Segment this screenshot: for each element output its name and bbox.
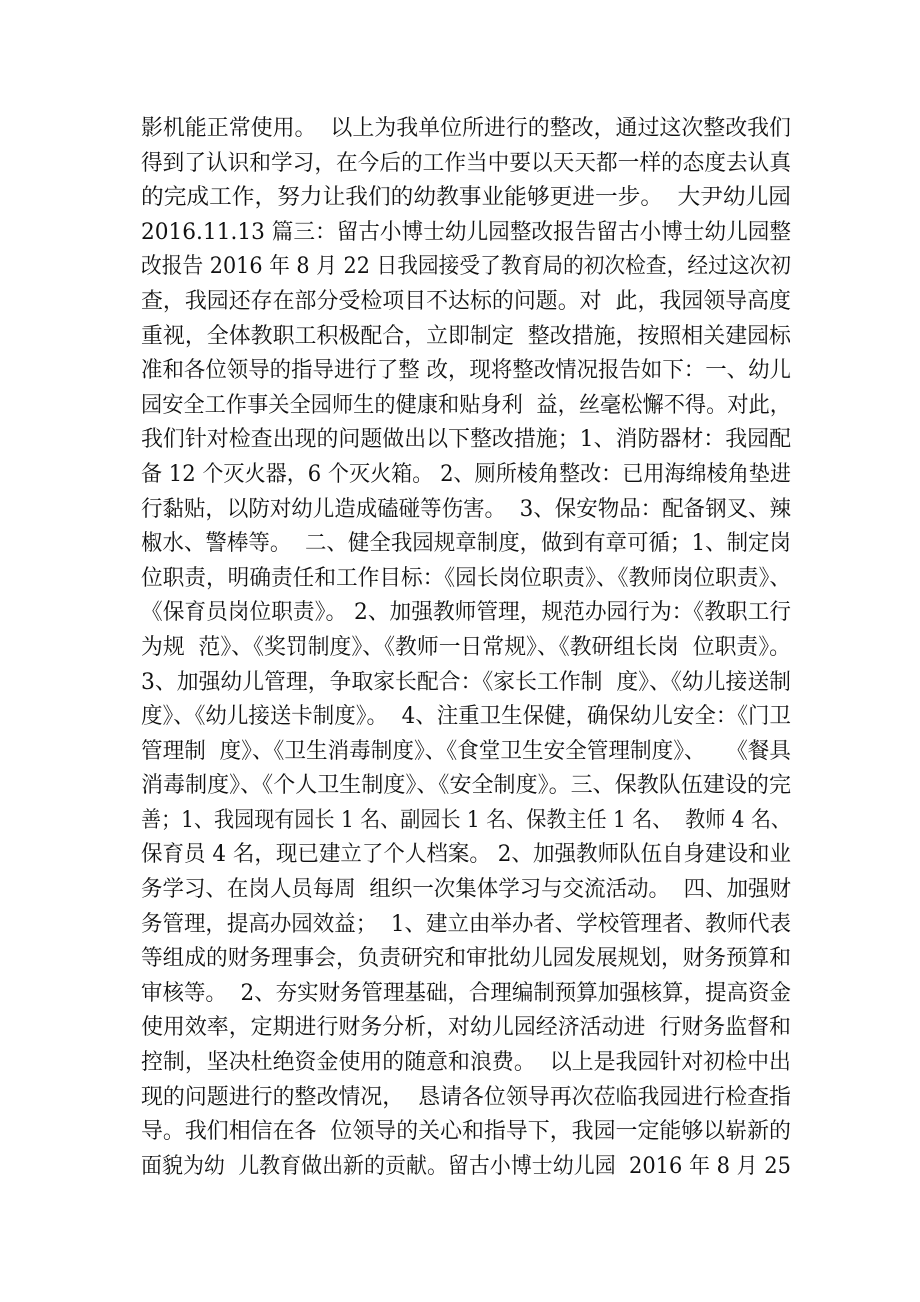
text-line: 为规 范》、《奖罚制度》、《教师一日常规》、《教研组长岗 位职责》。 [141,634,791,660]
text-line: 影机能正常使用。 以上为我单位所进行的整改，通过这次整改我们 [141,116,791,141]
text-line: 控制，坚决杜绝资金使用的随意和浪费。 以上是我园针对初检中出 [141,1050,791,1076]
text-line: 保育员 4 名，现已建立了个人档案。 2、加强教师队伍自身建设和业 [141,842,791,868]
text-line: 务管理，提高办园效益； 1、建立由举办者、学校管理者、教师代表 [141,911,791,937]
text-line: 的完成工作，努力让我们的幼教事业能够更进一步。 大尹幼儿园 [141,185,791,211]
text-line: 椒水、警棒等。 二、健全我园规章制度，做到有章可循；1、制定岗 [141,531,791,557]
text-line: 备 12 个灭火器，6 个灭火箱。 2、厕所棱角整改：已用海绵棱角垫进 [141,461,791,487]
text-line: 2016.11.13 篇三：留古小博士幼儿园整改报告留古小博士幼儿园整 [141,219,791,245]
text-line: 行黏贴，以防对幼儿造成磕碰等伤害。 3、保安物品：配备钢叉、辣 [141,496,791,522]
body-text [141,112,791,1184]
text-line: 园安全工作事关全园师生的健康和贴身利 益，丝毫松懈不得。对此， [141,392,791,418]
text-line: 重视，全体教职工积极配合，立即制定 整改措施，按照相关建园标 [141,323,791,349]
text-line: 度》、《幼儿接送卡制度》。 4、注重卫生保健，确保幼儿安全：《门卫 [141,704,791,730]
text-line: 善；1、我园现有园长 1 名、副园长 1 名、保教主任 1 名、 教师 4 名、 [141,807,791,833]
text-line: 《保育员岗位职责》。 2、加强教师管理，规范办园行为：《教职工行 [141,600,791,626]
text-line: 使用效率，定期进行财务分析，对幼儿园经济活动进 行财务监督和 [141,1015,791,1041]
text-line: 现的问题进行的整改情况， 恳请各位领导再次莅临我园进行检查指 [141,1084,791,1110]
text-line: 消毒制度》、《个人卫生制度》、《安全制度》。三、保教队伍建设的完 [141,773,791,799]
text-line: 3、加强幼儿管理，争取家长配合：《家长工作制 度》、《幼儿接送制 [141,669,791,695]
text-line: 导。我们相信在各 位领导的关心和指导下，我园一定能够以崭新的 [141,1119,791,1145]
text-line: 等组成的财务理事会，负责研究和审批幼儿园发展规划，财务预算和 [141,946,791,972]
text-line: 务学习、在岗人员每周 组织一次集体学习与交流活动。 四、加强财 [141,877,791,903]
text-line: 得到了认识和学习，在今后的工作当中要以天天都一样的态度去认真 [141,150,791,176]
text-line: 审核等。 2、夯实财务管理基础，合理编制预算加强核算，提高资金 [141,980,791,1006]
text-line: 管理制 度》、《卫生消毒制度》、《食堂卫生安全管理制度》、 《餐具 [141,738,791,764]
text-line: 位职责，明确责任和工作目标：《园长岗位职责》、《教师岗位职责》、 [141,565,791,591]
text-line: 查，我园还存在部分受检项目不达标的问题。对 此，我园领导高度 [141,288,791,314]
text-line: 面貌为幼 儿教育做出新的贡献。留古小博士幼儿园 2016 年 8 月 25 [141,1153,791,1179]
text-line: 准和各位领导的指导进行了整 改，现将整改情况报告如下：一、幼儿 [141,358,791,384]
text-line: 改报告 2016 年 8 月 22 日我园接受了教育局的初次检查，经过这次初 [141,254,791,280]
text-line: 我们针对检查出现的问题做出以下整改措施；1、消防器材：我园配 [141,427,791,453]
